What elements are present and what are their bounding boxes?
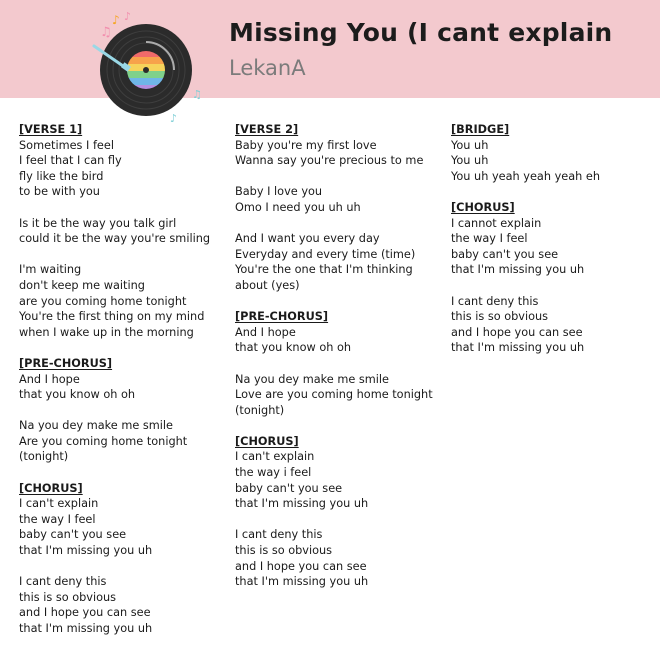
lyric-line: I'm waiting <box>19 263 82 277</box>
lyrics-column-3 <box>451 122 600 372</box>
lyric-line: baby can't you see <box>235 481 343 495</box>
lyric-line: baby can't you see <box>19 528 127 542</box>
lyrics-section <box>451 294 600 356</box>
lyric-line: You're the one that I'm thinking <box>235 263 413 277</box>
section-label: [VERSE 1] <box>19 123 83 136</box>
lyric-line: You uh <box>451 138 489 152</box>
section-label: [CHORUS] <box>451 200 515 214</box>
lyrics-section <box>19 418 210 465</box>
lyric-line: I cant deny this <box>235 528 323 542</box>
lyrics-column-2 <box>235 122 433 605</box>
vinyl-record-icon <box>86 4 206 124</box>
lyric-line: You uh yeah yeah yeah eh <box>451 169 601 183</box>
lyric-line: that I'm missing you uh <box>451 263 585 277</box>
lyrics-column-1 <box>19 122 210 652</box>
lyric-line: fly like the bird <box>19 169 104 183</box>
lyric-line: when I wake up in the morning <box>19 325 194 339</box>
lyrics-section <box>19 122 210 200</box>
lyric-line: are you coming home tonight <box>19 294 187 308</box>
section-label: [PRE-CHORUS] <box>19 356 113 370</box>
section-label: [CHORUS] <box>235 434 299 448</box>
lyric-line: and I hope you can see <box>235 559 367 573</box>
lyric-line: Baby I love you <box>235 185 323 199</box>
lyric-line: I cannot explain <box>451 216 542 230</box>
svg-text:♫: ♫ <box>192 88 202 101</box>
artist-name: LekanA <box>229 56 306 80</box>
lyric-line: Na you dey make me smile <box>235 372 389 386</box>
lyric-line: that I'm missing you uh <box>235 575 369 589</box>
svg-text:♪: ♪ <box>112 13 120 27</box>
lyric-line: Everyday and every time (time) <box>235 247 416 261</box>
section-label: [VERSE 2] <box>235 123 299 136</box>
lyric-line: and I hope you can see <box>19 606 151 620</box>
lyric-line: Are you coming home tonight <box>19 434 188 448</box>
lyric-line: You uh <box>451 154 489 168</box>
lyrics-section <box>19 262 210 340</box>
lyric-line: that I'm missing you uh <box>19 622 153 635</box>
lyrics-section <box>235 434 433 512</box>
lyric-line: that you know oh oh <box>19 388 136 402</box>
lyric-line: I cant deny this <box>19 575 107 589</box>
lyrics-section <box>451 200 600 278</box>
lyrics-section <box>235 309 433 356</box>
lyric-line: could it be the way you're smiling <box>19 232 211 246</box>
lyric-line: And I hope <box>19 372 80 386</box>
lyric-line: Wanna say you're precious to me <box>235 154 424 168</box>
lyric-line: this is so obvious <box>19 590 117 604</box>
lyrics-section <box>235 122 433 169</box>
lyric-line: the way I feel <box>19 512 96 526</box>
lyric-line: that I'm missing you uh <box>19 544 153 558</box>
lyric-line: I can't explain <box>19 497 99 511</box>
lyric-line: the way i feel <box>235 466 312 480</box>
section-label: [CHORUS] <box>19 481 83 495</box>
song-title: Missing You (I cant explain <box>229 18 613 47</box>
lyric-line: I feel that I can fly <box>19 154 122 168</box>
lyric-line: (tonight) <box>235 403 285 417</box>
lyric-line: that I'm missing you uh <box>235 497 369 511</box>
lyrics-section <box>235 184 433 215</box>
lyric-line: the way I feel <box>451 232 528 246</box>
lyrics-section <box>451 122 600 184</box>
lyric-line: to be with you <box>19 185 100 199</box>
lyrics-section <box>19 356 210 403</box>
lyrics-section <box>235 372 433 419</box>
section-label: [PRE-CHORUS] <box>235 310 329 324</box>
lyric-line: You're the first thing on my mind <box>19 310 205 324</box>
section-label: [BRIDGE] <box>451 123 510 136</box>
lyrics-section <box>19 216 210 247</box>
lyric-line: Na you dey make me smile <box>19 419 173 433</box>
lyric-line: (tonight) <box>19 450 69 464</box>
lyric-line: baby can't you see <box>451 247 559 261</box>
lyric-line: that you know oh oh <box>235 341 352 355</box>
lyrics-section <box>235 231 433 293</box>
lyric-line: Baby you're my first love <box>235 138 377 152</box>
lyric-line: Omo I need you uh uh <box>235 200 361 214</box>
lyrics-section <box>19 481 210 559</box>
svg-text:♪: ♪ <box>124 10 132 23</box>
lyric-line: And I hope <box>235 325 296 339</box>
lyric-line: that I'm missing you uh <box>451 341 585 355</box>
lyric-line: don't keep me waiting <box>19 278 145 292</box>
lyric-line: I can't explain <box>235 450 315 464</box>
lyric-line: Love are you coming home tonight <box>235 388 433 402</box>
lyric-line: about (yes) <box>235 278 300 292</box>
svg-text:♫: ♫ <box>100 25 112 40</box>
lyric-line: And I want you every day <box>235 232 380 246</box>
lyric-line: this is so obvious <box>235 544 333 558</box>
lyric-line: Is it be the way you talk girl <box>19 216 177 230</box>
svg-text:♪: ♪ <box>170 112 178 124</box>
lyrics-section <box>235 527 433 589</box>
lyric-line: and I hope you can see <box>451 325 583 339</box>
lyric-line: Sometimes I feel <box>19 138 114 152</box>
lyrics-section <box>19 574 210 636</box>
lyric-line: I cant deny this <box>451 294 539 308</box>
lyric-line: this is so obvious <box>451 310 549 324</box>
